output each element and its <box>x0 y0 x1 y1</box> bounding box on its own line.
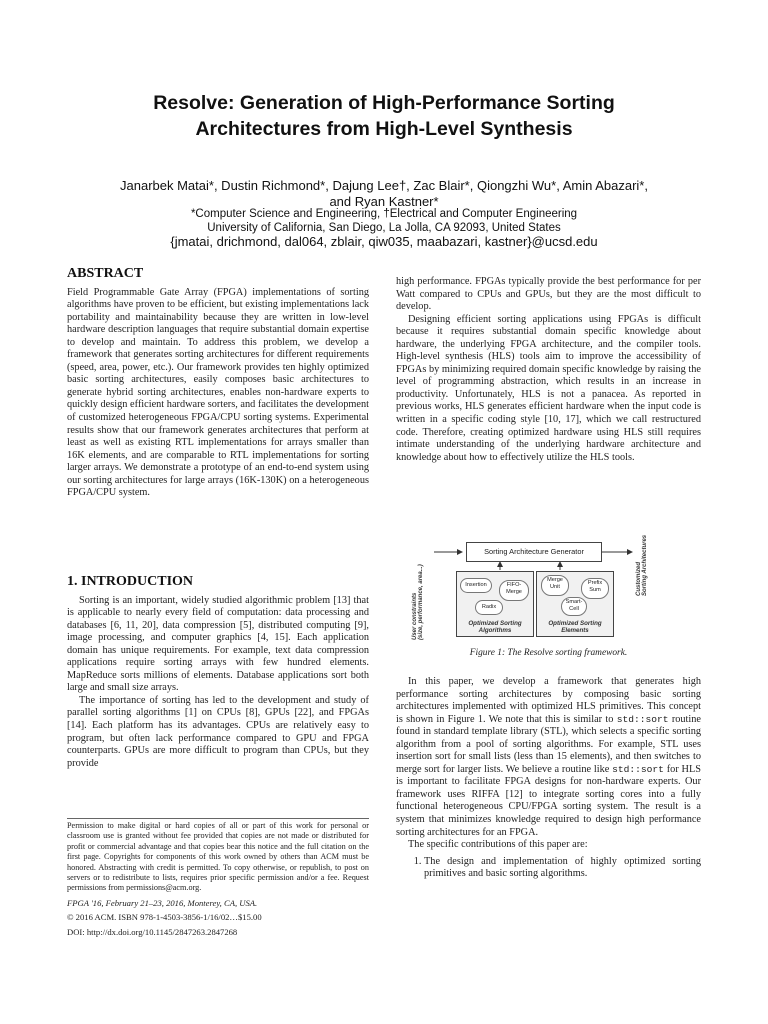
user-constraints-detail: (size, performance, area...) <box>418 564 424 640</box>
radix-cloud: Radix <box>475 600 503 615</box>
std-sort-code-1: std::sort <box>616 713 669 725</box>
smart-cell-cloud: Smart-Cell <box>561 597 587 616</box>
right-paragraph-2: Designing efficient sorting applications using FPGAs is difficult because it requires substantial domain specific knowledge about hardware, the underlying FPGA architecture, and the compiler tools. High-level synthesis (HLS) tools aim to improve the accessibility of FPGAs by minimizing required domain specific knowledge by raising the level of programming abstraction, which results in an increase in productivity. Unfortunately, HLS is not a panacea. As reported in previous works, HLS generates efficient hardware when the input code is written in a specific coding style [10, 17], which we call restructured code. Therefore, creating optimized hardware using HLS still requires intimate understanding of the underlying hardware architecture and knowledge about how to effectively utilize the HLS tools. <box>396 313 701 463</box>
introduction-heading: 1. INTRODUCTION <box>67 574 194 589</box>
introduction-section <box>67 576 369 770</box>
intro-paragraph-1: Sorting is an important, widely studied algorithmic problem [13] that is applicable to nearly every field of computation: data processing and databases [6, 11, 20], data compression [5], distributed computing [9], image processing, and computer graphics [4, 15]. Each application domain has unique requirements. For example, text data compression applications require sorting arrays with few hundred elements. MapReduce sorts millions of elements. Database applications sort both large and small size arrays. <box>67 594 369 694</box>
generator-box: Sorting Architecture Generator <box>466 542 602 562</box>
p3-text-a: In this paper, we develop a framework that generates high performance sorting architectures by composing basic sorting architectures implemented with optimized HLS primitives. This concept is shown in Figure 1. We note that this is similar to <box>396 676 701 725</box>
doi-link[interactable]: http://dx.doi.org/10.1145/2847263.2847268 <box>86 926 238 937</box>
permission-text: Permission to make digital or hard copies of all or part of this work for personal or classroom use is granted without fee provided that copies are not made or distributed for profit or commercial advantage and that copies bear this notice and the full citation on the first page. Copyrights for components of this work owned by others than ACM must be honored. Abstracting with credit is permitted. To copy otherwise, or republish, to post on servers or to redistribute to lists, requires prior specific permission and/or a fee. Request permissions from permissions@acm.org. <box>67 821 369 893</box>
sorting-elements-label: Optimized Sorting Elements <box>548 620 602 634</box>
permission-block <box>67 818 369 937</box>
insertion-cloud: Insertion <box>460 578 492 593</box>
right-column-top <box>396 276 701 464</box>
doi-label: DOI: <box>67 926 85 937</box>
affiliations <box>0 208 768 235</box>
contributions-list <box>396 856 701 881</box>
affil-line-2: University of California, San Diego, La Jolla, CA 92093, United States <box>207 221 561 234</box>
p3-text-c: for HLS is important to facilitate FPGA designs for non-hardware experts. Our framework uses RIFFA [12] to integrate sorting cores into a fully functional heterogeneous CPU/FPGA sorting system. The result is a system that minimizes knowledge required to design high performance sorting architectures for an FPGA. <box>396 763 702 838</box>
affil-line-1: *Computer Science and Engineering, †Electrical and Computer Engineering <box>190 208 578 220</box>
sorting-elements-box <box>536 571 614 637</box>
footnote-divider <box>67 818 369 819</box>
right-paragraph-1: high performance. FPGAs typically provide the best performance for per Watt compared to CPUs and GPUs, but they are the most difficult to develop. <box>396 276 701 313</box>
abstract-text: Field Programmable Gate Array (FPGA) implementations of sorting algorithms have proven to be efficient, but existing implementations lack portability and maintainability because they are written in low-level hardware description languages that require substantial domain expertise to develop and maintain. To address this problem, we develop a framework that generates sorting architectures for different requirements (speed, area, power, etc.). Our framework provides ten highly optimized basic sorting architectures, easily composes basic architectures to generate hybrid sorting architectures, enables non-hardware experts to quickly design efficient hardware sorters, and facilitates the development of customized heterogeneous FPGA/CPU sorting systems. Experimental results show that our framework generates architectures that perform at least as well as existing RTL implementations for arrays smaller than 16K elements, and are comparable to RTL implementations for sorting larger arrays. We demonstrate a prototype of an end-to-end system using our sorting architectures for large arrays (16K-130K) on a heterogeneous FPGA/CPU system. <box>67 286 369 499</box>
author-emails: {jmatai, drichmond, dal064, zblair, qiw035, maabazari, kastner}@ucsd.edu <box>170 234 598 249</box>
figure-1 <box>410 534 690 662</box>
prefix-sum-cloud: Prefix Sum <box>581 578 609 599</box>
paper-title <box>0 90 768 142</box>
customized-architectures-label <box>636 535 648 596</box>
sorting-algorithms-label: Optimized Sorting Algorithms <box>468 620 522 634</box>
sorting-algorithms-box <box>456 571 534 637</box>
user-constraints-text: User constraints <box>412 592 418 640</box>
figure-caption: Figure 1: The Resolve sorting framework. <box>469 648 628 658</box>
title-line-1: Resolve: Generation of High-Performance Sorting <box>153 92 615 114</box>
merge-unit-cloud: Merge Unit <box>541 575 569 596</box>
std-sort-code-2: std::sort <box>612 763 664 775</box>
right-paragraph-3 <box>396 676 701 839</box>
p3-text-b: routine found in standard template library (STL), which selects a specific sorting algorithm from a pool of sorting algorithms. For example, STL uses insertion sort for small lists (less than 15 elements), and then switches to merge sort for larger lists. We believe a routine like <box>396 713 701 775</box>
sorting-architectures-text: Sorting Architectures <box>642 534 648 596</box>
authors <box>0 178 768 210</box>
authors-line-2: and Ryan Kastner* <box>329 194 439 209</box>
fifo-merge-cloud: FIFO-Merge <box>499 580 529 601</box>
customized-text: Customized <box>636 561 642 596</box>
authors-line-1: Janarbek Matai*, Dustin Richmond*, Dajung Lee†, Zac Blair*, Qiongzhi Wu*, Amin Abazari*, <box>120 178 648 193</box>
venue-line: FPGA '16, February 21–23, 2016, Monterey, CA, USA. <box>67 897 258 908</box>
copyright-line: © 2016 ACM. ISBN 978-1-4503-3856-1/16/02…$15.00 <box>67 912 262 923</box>
title-line-2: Architectures from High-Level Synthesis <box>195 118 573 140</box>
contribution-item-1: 1. The design and implementation of highly optimized sorting primitives and basic sorting algorithms. <box>424 856 701 881</box>
right-column-bottom <box>396 676 701 881</box>
doi-line <box>67 927 369 937</box>
right-paragraph-4: The specific contributions of this paper are: <box>408 839 588 851</box>
abstract-section <box>67 268 369 500</box>
abstract-heading: ABSTRACT <box>67 266 144 281</box>
intro-paragraph-2: The importance of sorting has led to the development and study of parallel sorting algorithms [1] on CPUs [8], GPUs [22], and FPGAs [14]. Each platform has its advantages. CPUs are relatively easy to program, but often lack performance compared to GPU and FPGA counterparts. GPUs are more difficult to program than CPUs, but they provide <box>67 694 369 769</box>
